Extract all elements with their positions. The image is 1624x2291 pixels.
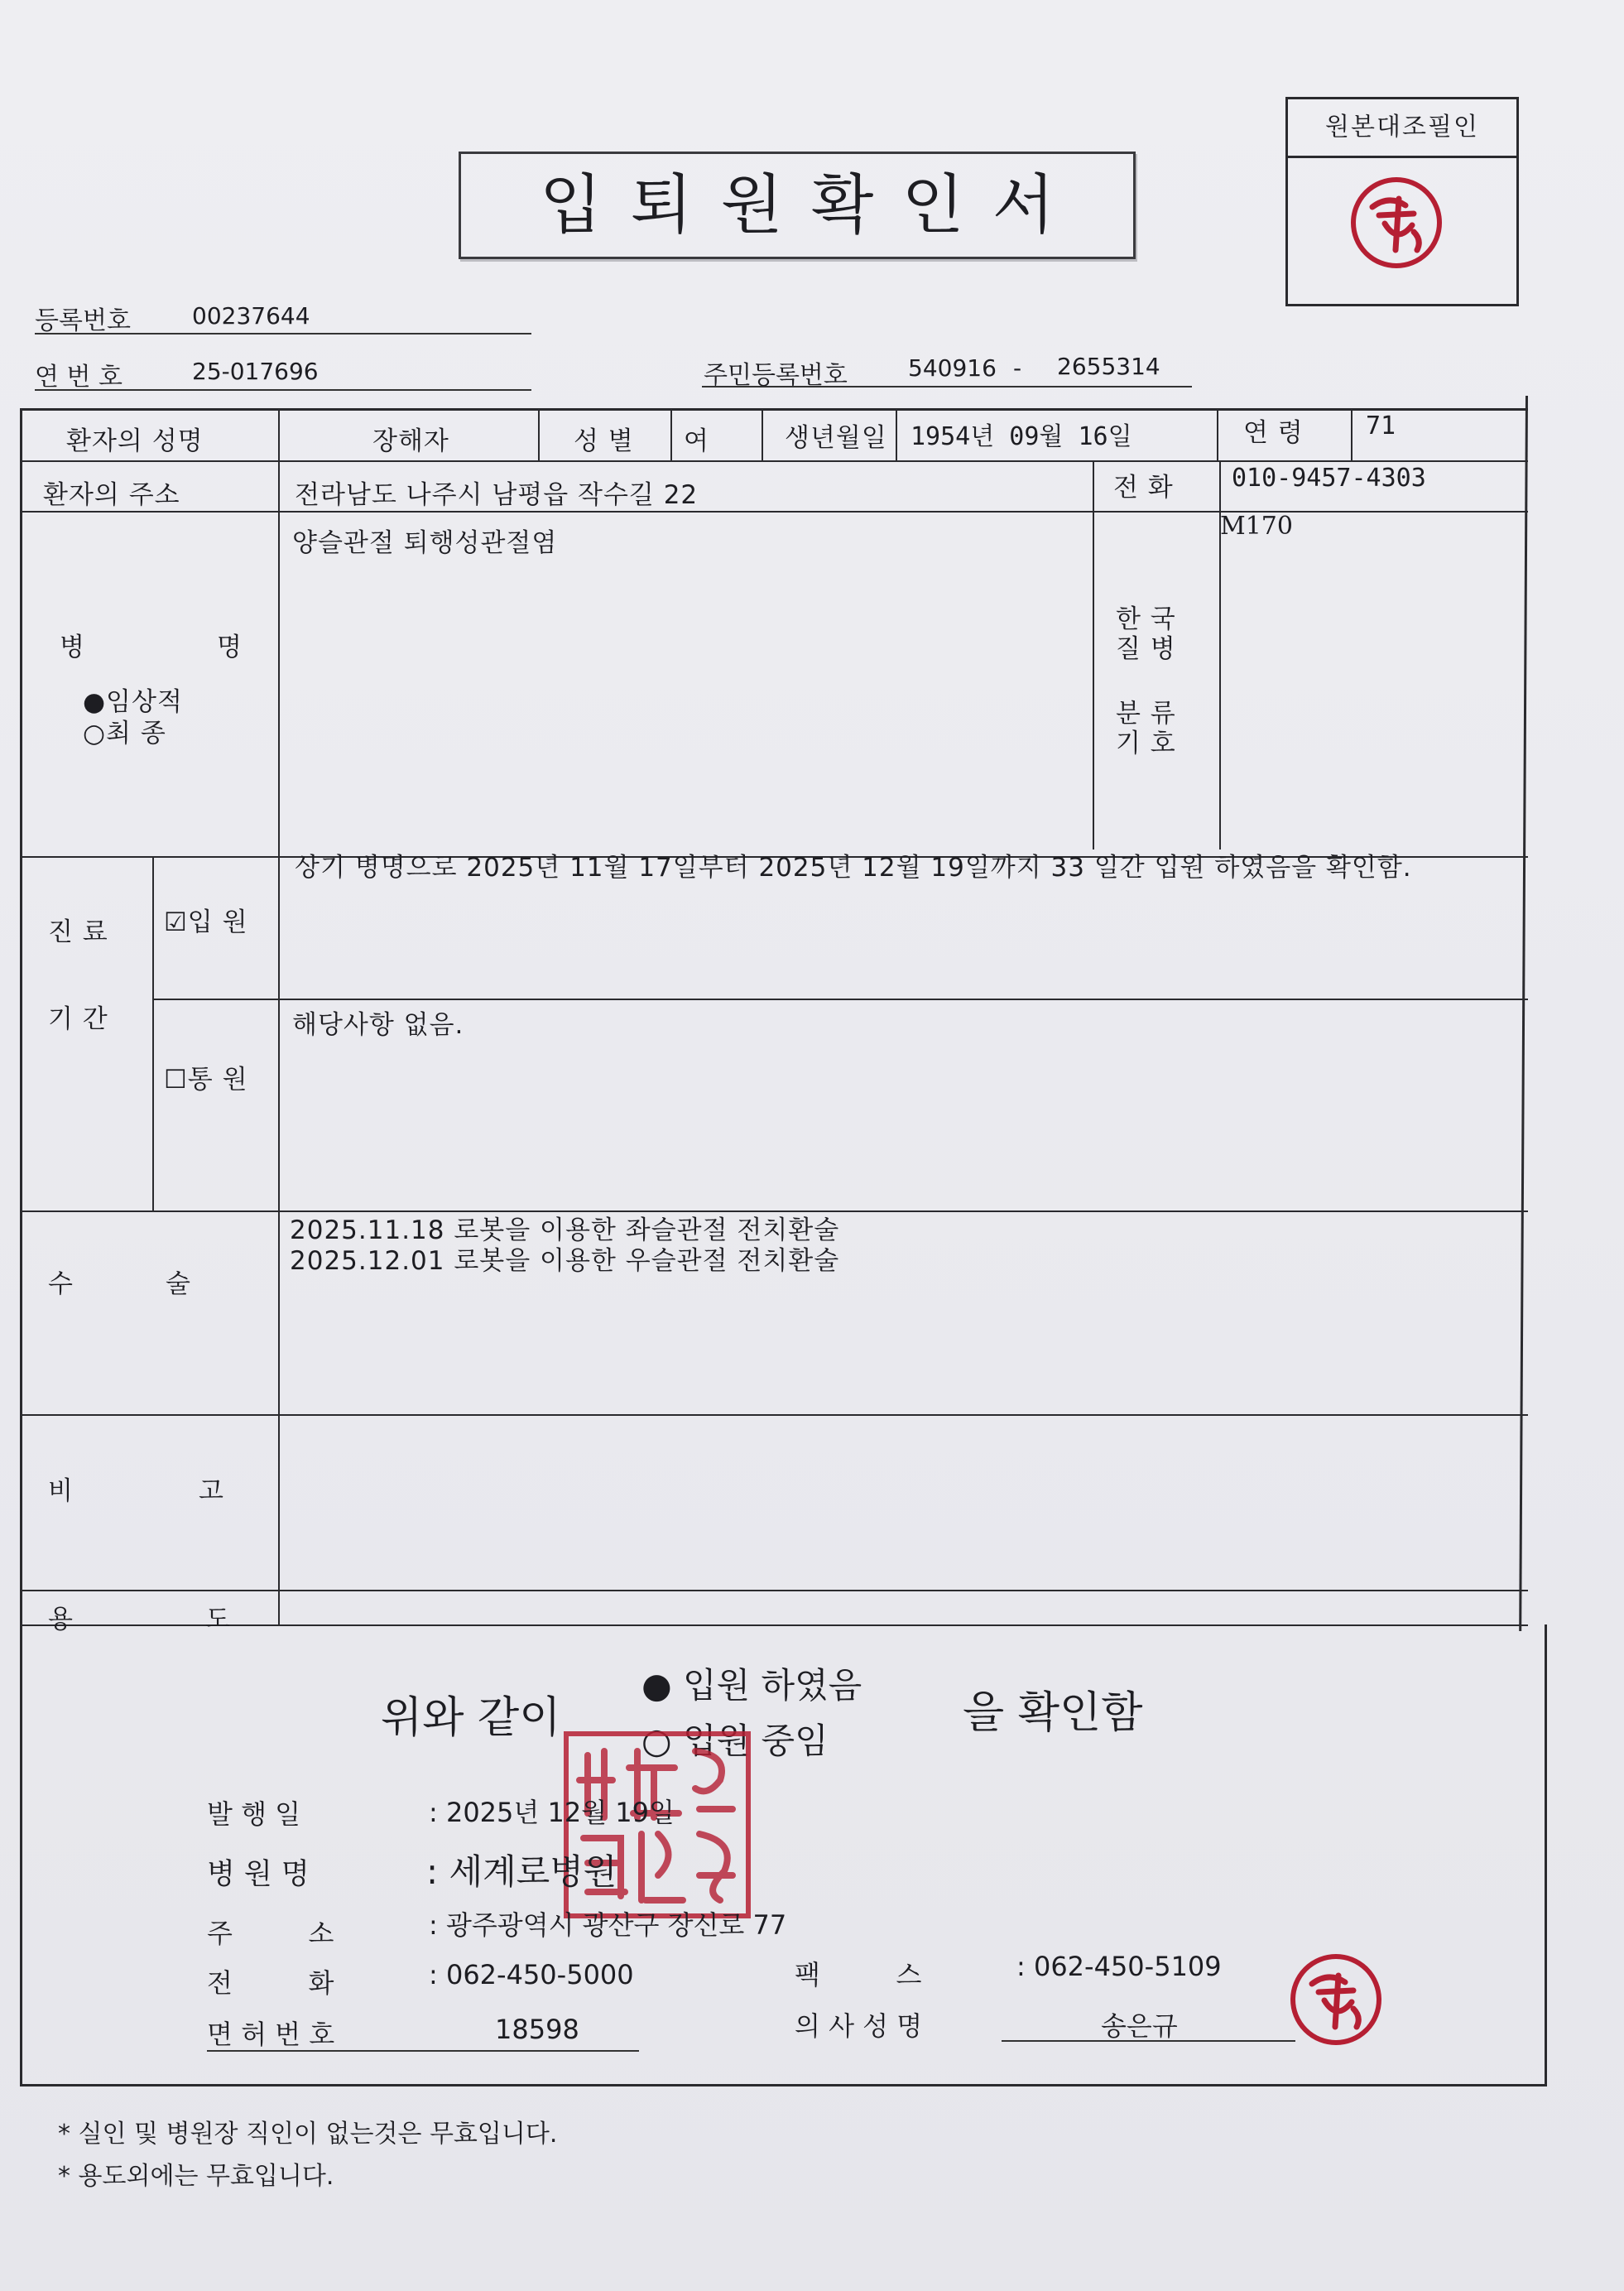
bottom-box-bottom bbox=[20, 2084, 1547, 2086]
dob-value: 1954년 09월 16일 bbox=[910, 422, 1132, 451]
kcd-label-4: 기 호 bbox=[1116, 729, 1176, 758]
serial-underline bbox=[35, 389, 531, 391]
col-phone-label-line bbox=[1093, 460, 1094, 849]
col-sex-label-line bbox=[538, 408, 540, 460]
hospital-addr: : 광주광역시 광산구 장신로 77 bbox=[429, 1909, 787, 1941]
issue-date-label: 발 행 일 bbox=[207, 1798, 301, 1830]
original-verified-stamp-box bbox=[1285, 97, 1519, 306]
serial-no: 25-017696 bbox=[192, 358, 319, 385]
hospital-fax: : 062-450-5109 bbox=[1016, 1951, 1222, 1982]
hospital-tel-label: 전 화 bbox=[207, 1967, 334, 1999]
note-1: * 실인 및 병원장 직인이 없는것은 무효입니다. bbox=[58, 2120, 558, 2149]
bottom-box-right bbox=[1545, 1624, 1547, 2086]
surgery-line-2: 2025.12.01 로봇을 이용한 우슬관절 전치환술 bbox=[290, 1246, 840, 1276]
stamp-header: 원본대조필인 bbox=[1288, 99, 1516, 158]
rrn-underline bbox=[702, 386, 1192, 387]
col-dob-label-line bbox=[762, 408, 763, 460]
rrn-back: 2655314 bbox=[1057, 353, 1160, 380]
diagnosis-type-final[interactable]: ○최 종 bbox=[83, 719, 166, 748]
patient-name: 장해자 bbox=[372, 426, 449, 456]
address-value: 전라남도 나주시 남평읍 작수길 22 bbox=[295, 480, 699, 510]
phone-label: 전 화 bbox=[1113, 473, 1174, 503]
col-age-label-line bbox=[1217, 408, 1218, 460]
issue-date: : 2025년 12월 19일 bbox=[429, 1797, 675, 1828]
kcd-code: M170 bbox=[1220, 512, 1293, 541]
license-no: 18598 bbox=[495, 2014, 579, 2045]
document-title: 입퇴원확인서 bbox=[539, 168, 1083, 243]
outpatient-checkbox[interactable]: ☐통 원 bbox=[164, 1065, 248, 1095]
hospital-name-label: 병 원 명 bbox=[207, 1858, 310, 1891]
purpose-label-b: 도 bbox=[205, 1605, 231, 1634]
kcd-label-3: 분 류 bbox=[1116, 699, 1176, 729]
reg-no-underline bbox=[35, 333, 531, 335]
confirm-suffix: 을 확인함 bbox=[963, 1688, 1143, 1738]
period-mid-line bbox=[152, 999, 1528, 1000]
period-sub-col-line bbox=[152, 856, 154, 1210]
inpatient-checkbox[interactable]: ☑입 원 bbox=[164, 907, 248, 937]
purpose-label-a: 용 bbox=[48, 1605, 74, 1634]
col-dob-val-line bbox=[896, 408, 897, 460]
sex-label: 성 별 bbox=[574, 426, 634, 456]
hospital-name: : 세계로병원 bbox=[426, 1851, 617, 1892]
table-top-border bbox=[20, 408, 1528, 411]
surgery-line-1: 2025.11.18 로봇을 이용한 좌슬관절 전치환술 bbox=[290, 1215, 840, 1245]
phone-value: 010-9457-4303 bbox=[1232, 464, 1426, 493]
document-title-box bbox=[459, 152, 1136, 259]
hospital-addr-label: 주 소 bbox=[207, 1918, 334, 1949]
kcd-label-2: 질 병 bbox=[1116, 634, 1176, 664]
confirm-prefix: 위와 같이 bbox=[381, 1693, 561, 1743]
license-label: 면 허 번 호 bbox=[207, 2019, 335, 2050]
row6-bottom bbox=[20, 1590, 1528, 1591]
serial-label: 연 번 호 bbox=[35, 363, 123, 392]
doctor-name: 송은규 bbox=[1101, 2010, 1178, 2042]
surgery-label-a: 수 bbox=[48, 1269, 74, 1299]
doctor-name-label: 의 사 성 명 bbox=[795, 2010, 923, 2042]
dob-label: 생년월일 bbox=[785, 423, 887, 453]
hospital-fax-label: 팩 스 bbox=[795, 1959, 922, 1990]
diagnosis-name: 양슬관절 퇴행성관절염 bbox=[292, 528, 558, 558]
reg-no-label: 등록번호 bbox=[35, 306, 131, 335]
rrn-label: 주민등록번호 bbox=[704, 361, 848, 390]
reg-no: 00237644 bbox=[192, 302, 310, 330]
period-label-2: 기 간 bbox=[48, 1004, 108, 1034]
age-label: 연 령 bbox=[1243, 418, 1304, 448]
confirm-option-admitted[interactable]: ● 입원 하였음 bbox=[641, 1665, 862, 1706]
surgery-label-b: 술 bbox=[166, 1269, 191, 1299]
sex-value: 여 bbox=[684, 426, 709, 456]
remarks-label-b: 고 bbox=[199, 1476, 224, 1506]
age-value: 71 bbox=[1366, 412, 1396, 440]
table-left-border bbox=[20, 408, 22, 1625]
col-sex-val-line bbox=[670, 408, 672, 460]
period-label-1: 진 료 bbox=[48, 917, 108, 947]
col-age-val-line bbox=[1351, 408, 1353, 460]
kcd-label-1: 한 국 bbox=[1116, 604, 1176, 634]
outpatient-text: 해당사항 없음. bbox=[292, 1010, 464, 1040]
doctor-signature-seal-icon bbox=[1287, 1951, 1385, 2048]
hospital-tel: : 062-450-5000 bbox=[429, 1959, 634, 1990]
diagnosis-type-clinical[interactable]: ●임상적 bbox=[83, 687, 183, 717]
remarks-label-a: 비 bbox=[48, 1476, 74, 1506]
rrn-dash: - bbox=[1013, 354, 1022, 382]
note-2: * 용도외에는 무효입니다. bbox=[58, 2162, 334, 2191]
doctor-seal-icon bbox=[1348, 174, 1445, 272]
doctor-underline bbox=[1002, 2040, 1295, 2042]
row5-bottom bbox=[20, 1414, 1528, 1416]
rrn-front: 540916 bbox=[908, 354, 997, 382]
row1-bottom bbox=[20, 460, 1528, 462]
patient-name-label: 환자의 성명 bbox=[66, 426, 204, 456]
row2-bottom bbox=[20, 511, 1528, 513]
inpatient-text: 상기 병명으로 2025년 11월 17일부터 2025년 12월 19일까지 33 일간 입원 하였음을 확인함. bbox=[295, 853, 1412, 883]
license-underline bbox=[207, 2050, 639, 2052]
row7-bottom bbox=[20, 1624, 1528, 1626]
label-col-line bbox=[278, 408, 280, 1625]
address-label: 환자의 주소 bbox=[43, 480, 180, 510]
diagnosis-label-a: 병 bbox=[60, 633, 85, 662]
bottom-box-left bbox=[20, 1624, 22, 2086]
diagnosis-label-b: 명 bbox=[217, 633, 243, 662]
confirm-option-inpatient[interactable]: ○ 입원 중임 bbox=[641, 1721, 829, 1761]
